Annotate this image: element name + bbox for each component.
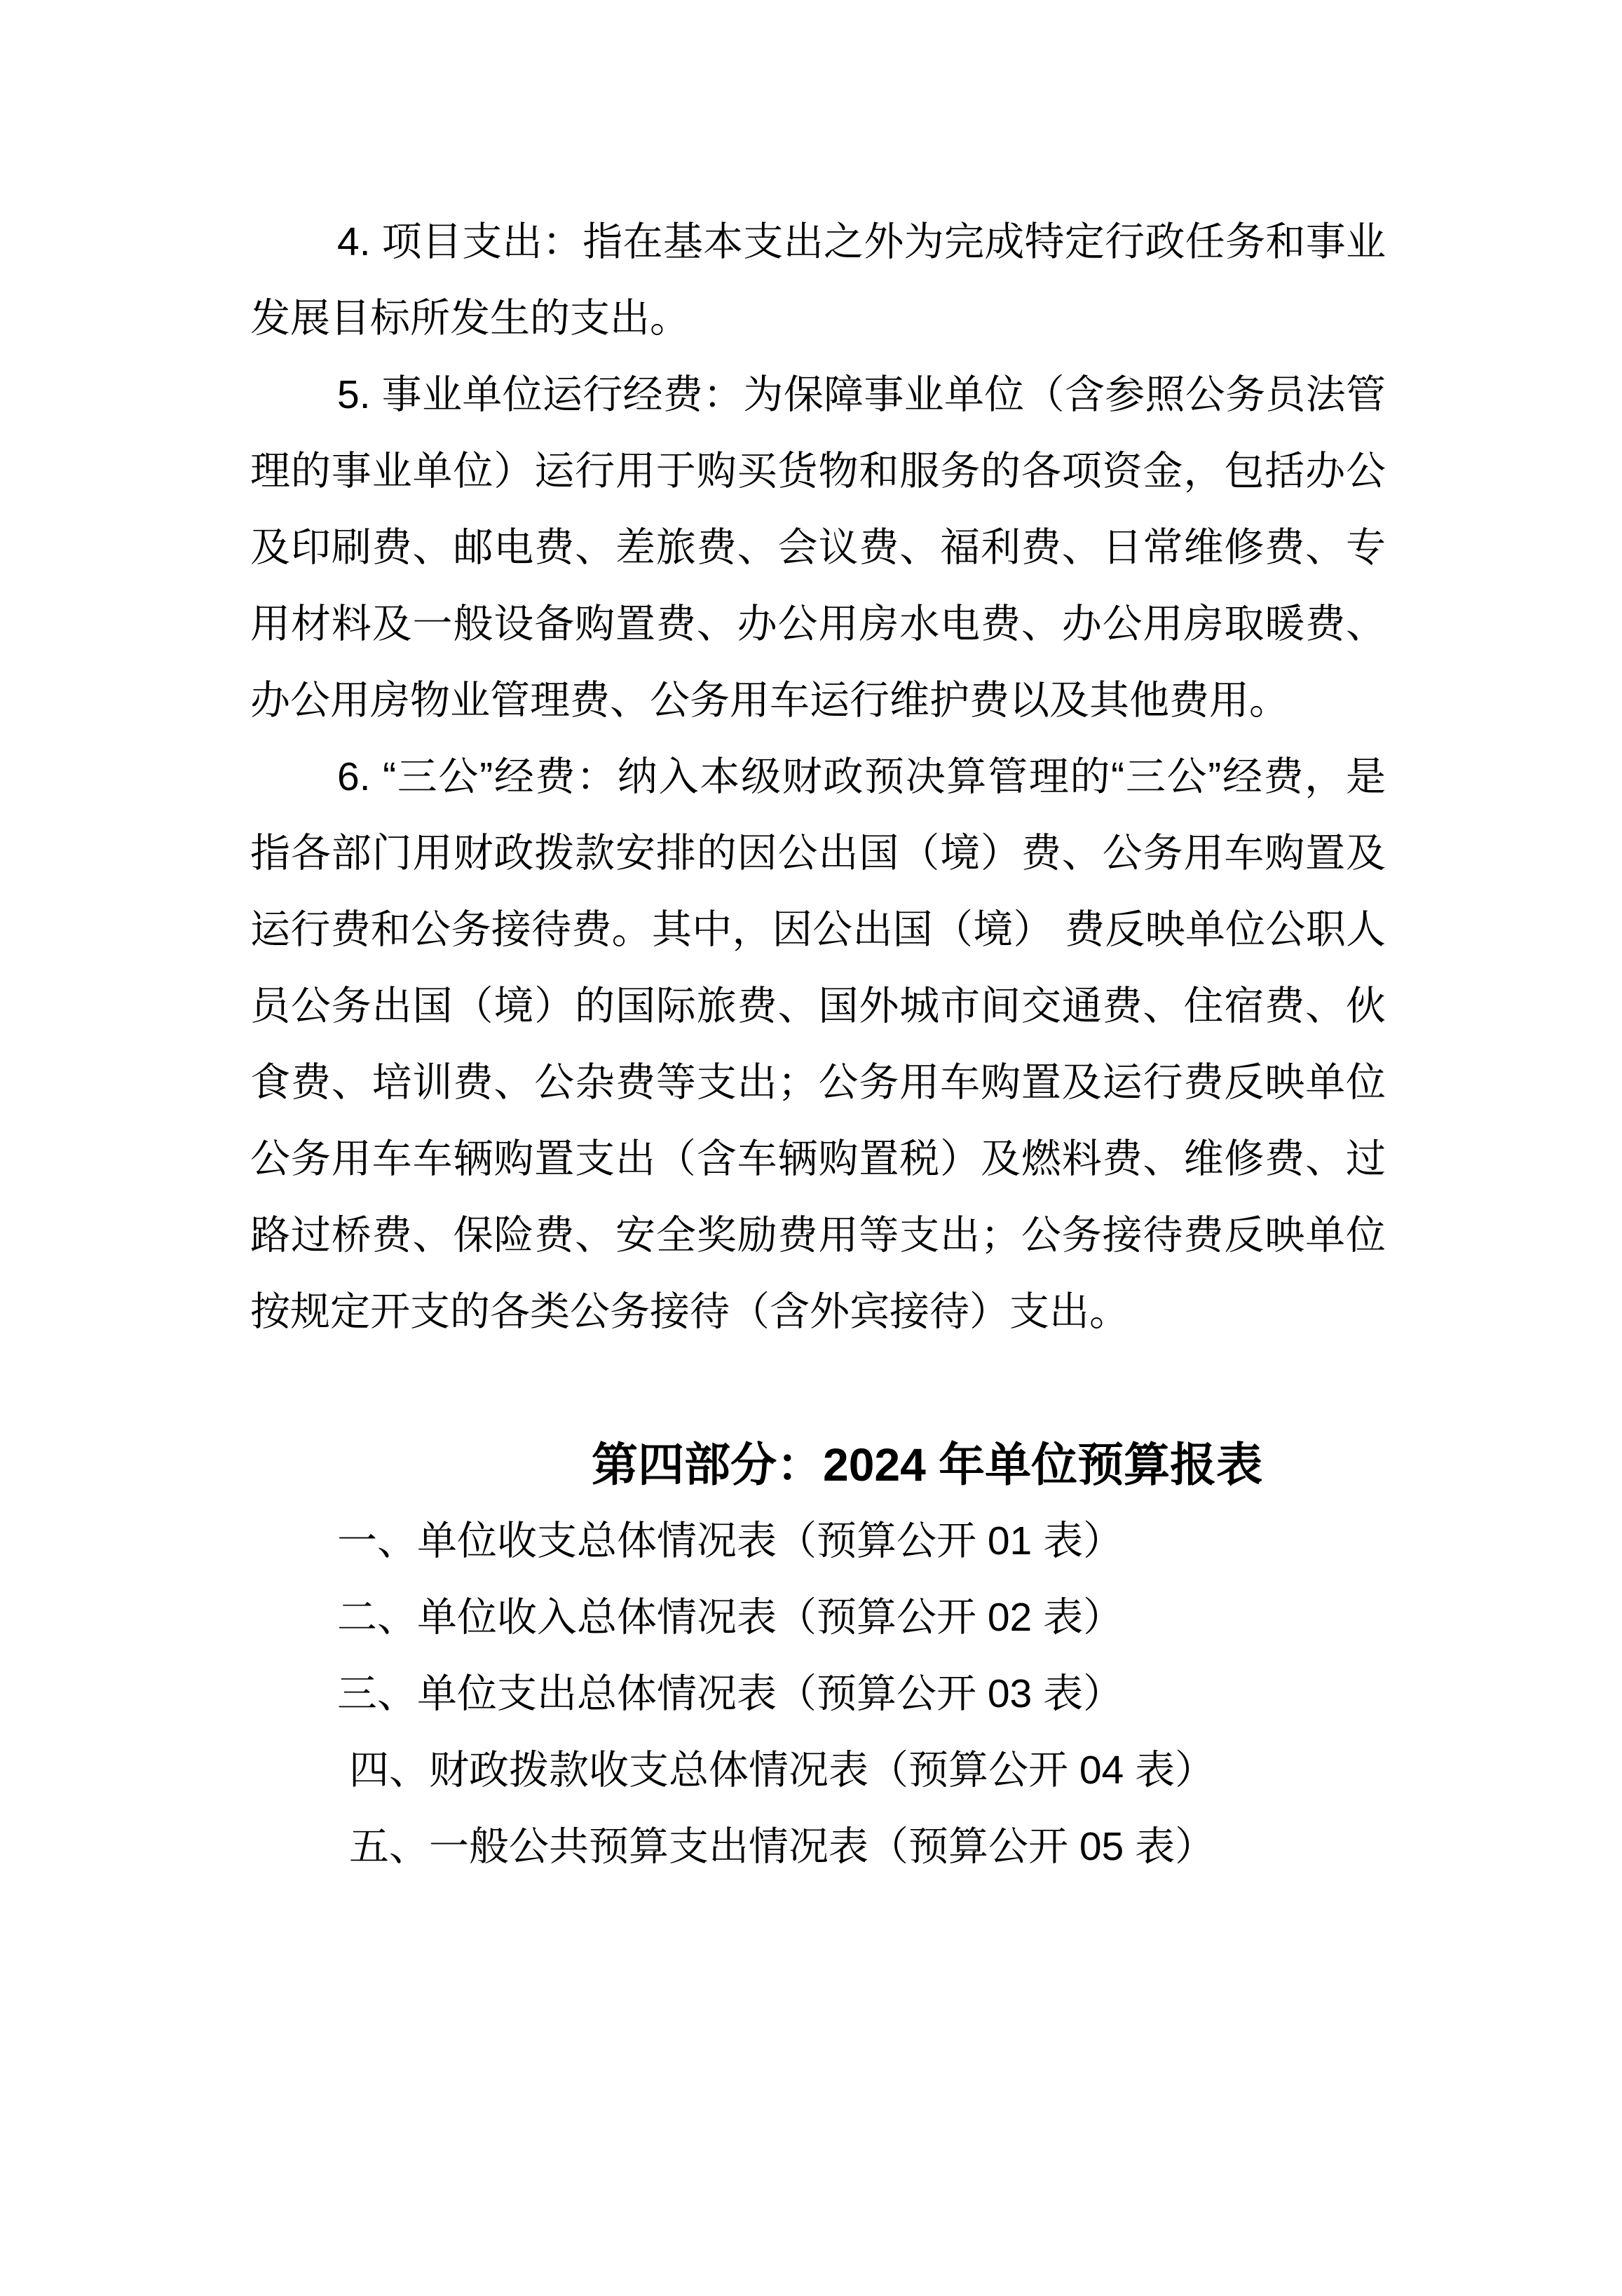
list-item-table-03: 三、单位支出总体情况表（预算公开 03 表） [337, 1671, 1124, 1716]
report-table-list [250, 1503, 1386, 1885]
section-heading: 第四部分：2024 年单位预算报表 [592, 1439, 1263, 1490]
page-content [250, 204, 1386, 1885]
list-item-table-04: 四、财政拨款收支总体情况表（预算公开 04 表） [349, 1748, 1215, 1793]
paragraph-definition-6: 6. “三公”经费：纳入本级财政预决算管理的“三公”经费，是指各部门用财政拨款安排的因公出国（境）费、公务用车购置及运行费和公务接待费。其中，因公出国（境） 费反映单位公职人员公务出国（境）的国际旅费、国外城市间交通费、住宿费、伙食费、培训费、公杂费等支出；公务用车购置及运行费反映单位公务用车车辆购置支出（含车辆购置税）及燃料费、维修费、过路过桥费、保险费、安全奖励费用等支出；公务接待费反映单位按规定开支的各类公务接待（含外宾接待）支出。 [250, 754, 1386, 1334]
paragraph-definition-4: 4. 项目支出：指在基本支出之外为完成特定行政任务和事业发展目标所发生的支出。 [250, 219, 1386, 341]
list-item-table-02: 二、单位收入总体情况表（预算公开 02 表） [337, 1595, 1124, 1640]
list-item-table-01: 一、单位收支总体情况表（预算公开 01 表） [337, 1519, 1124, 1563]
list-item-table-05: 五、一般公共预算支出情况表（预算公开 05 表） [349, 1824, 1215, 1869]
paragraph-definition-5: 5. 事业单位运行经费：为保障事业单位（含参照公务员法管理的事业单位）运行用于购买货物和服务的各项资金，包括办公及印刷费、邮电费、差旅费、会议费、福利费、日常维修费、专用材料及一般设备购置费、办公用房水电费、办公用房取暖费、办公用房物业管理费、公务用车运行维护费以及其他费用。 [250, 372, 1386, 723]
